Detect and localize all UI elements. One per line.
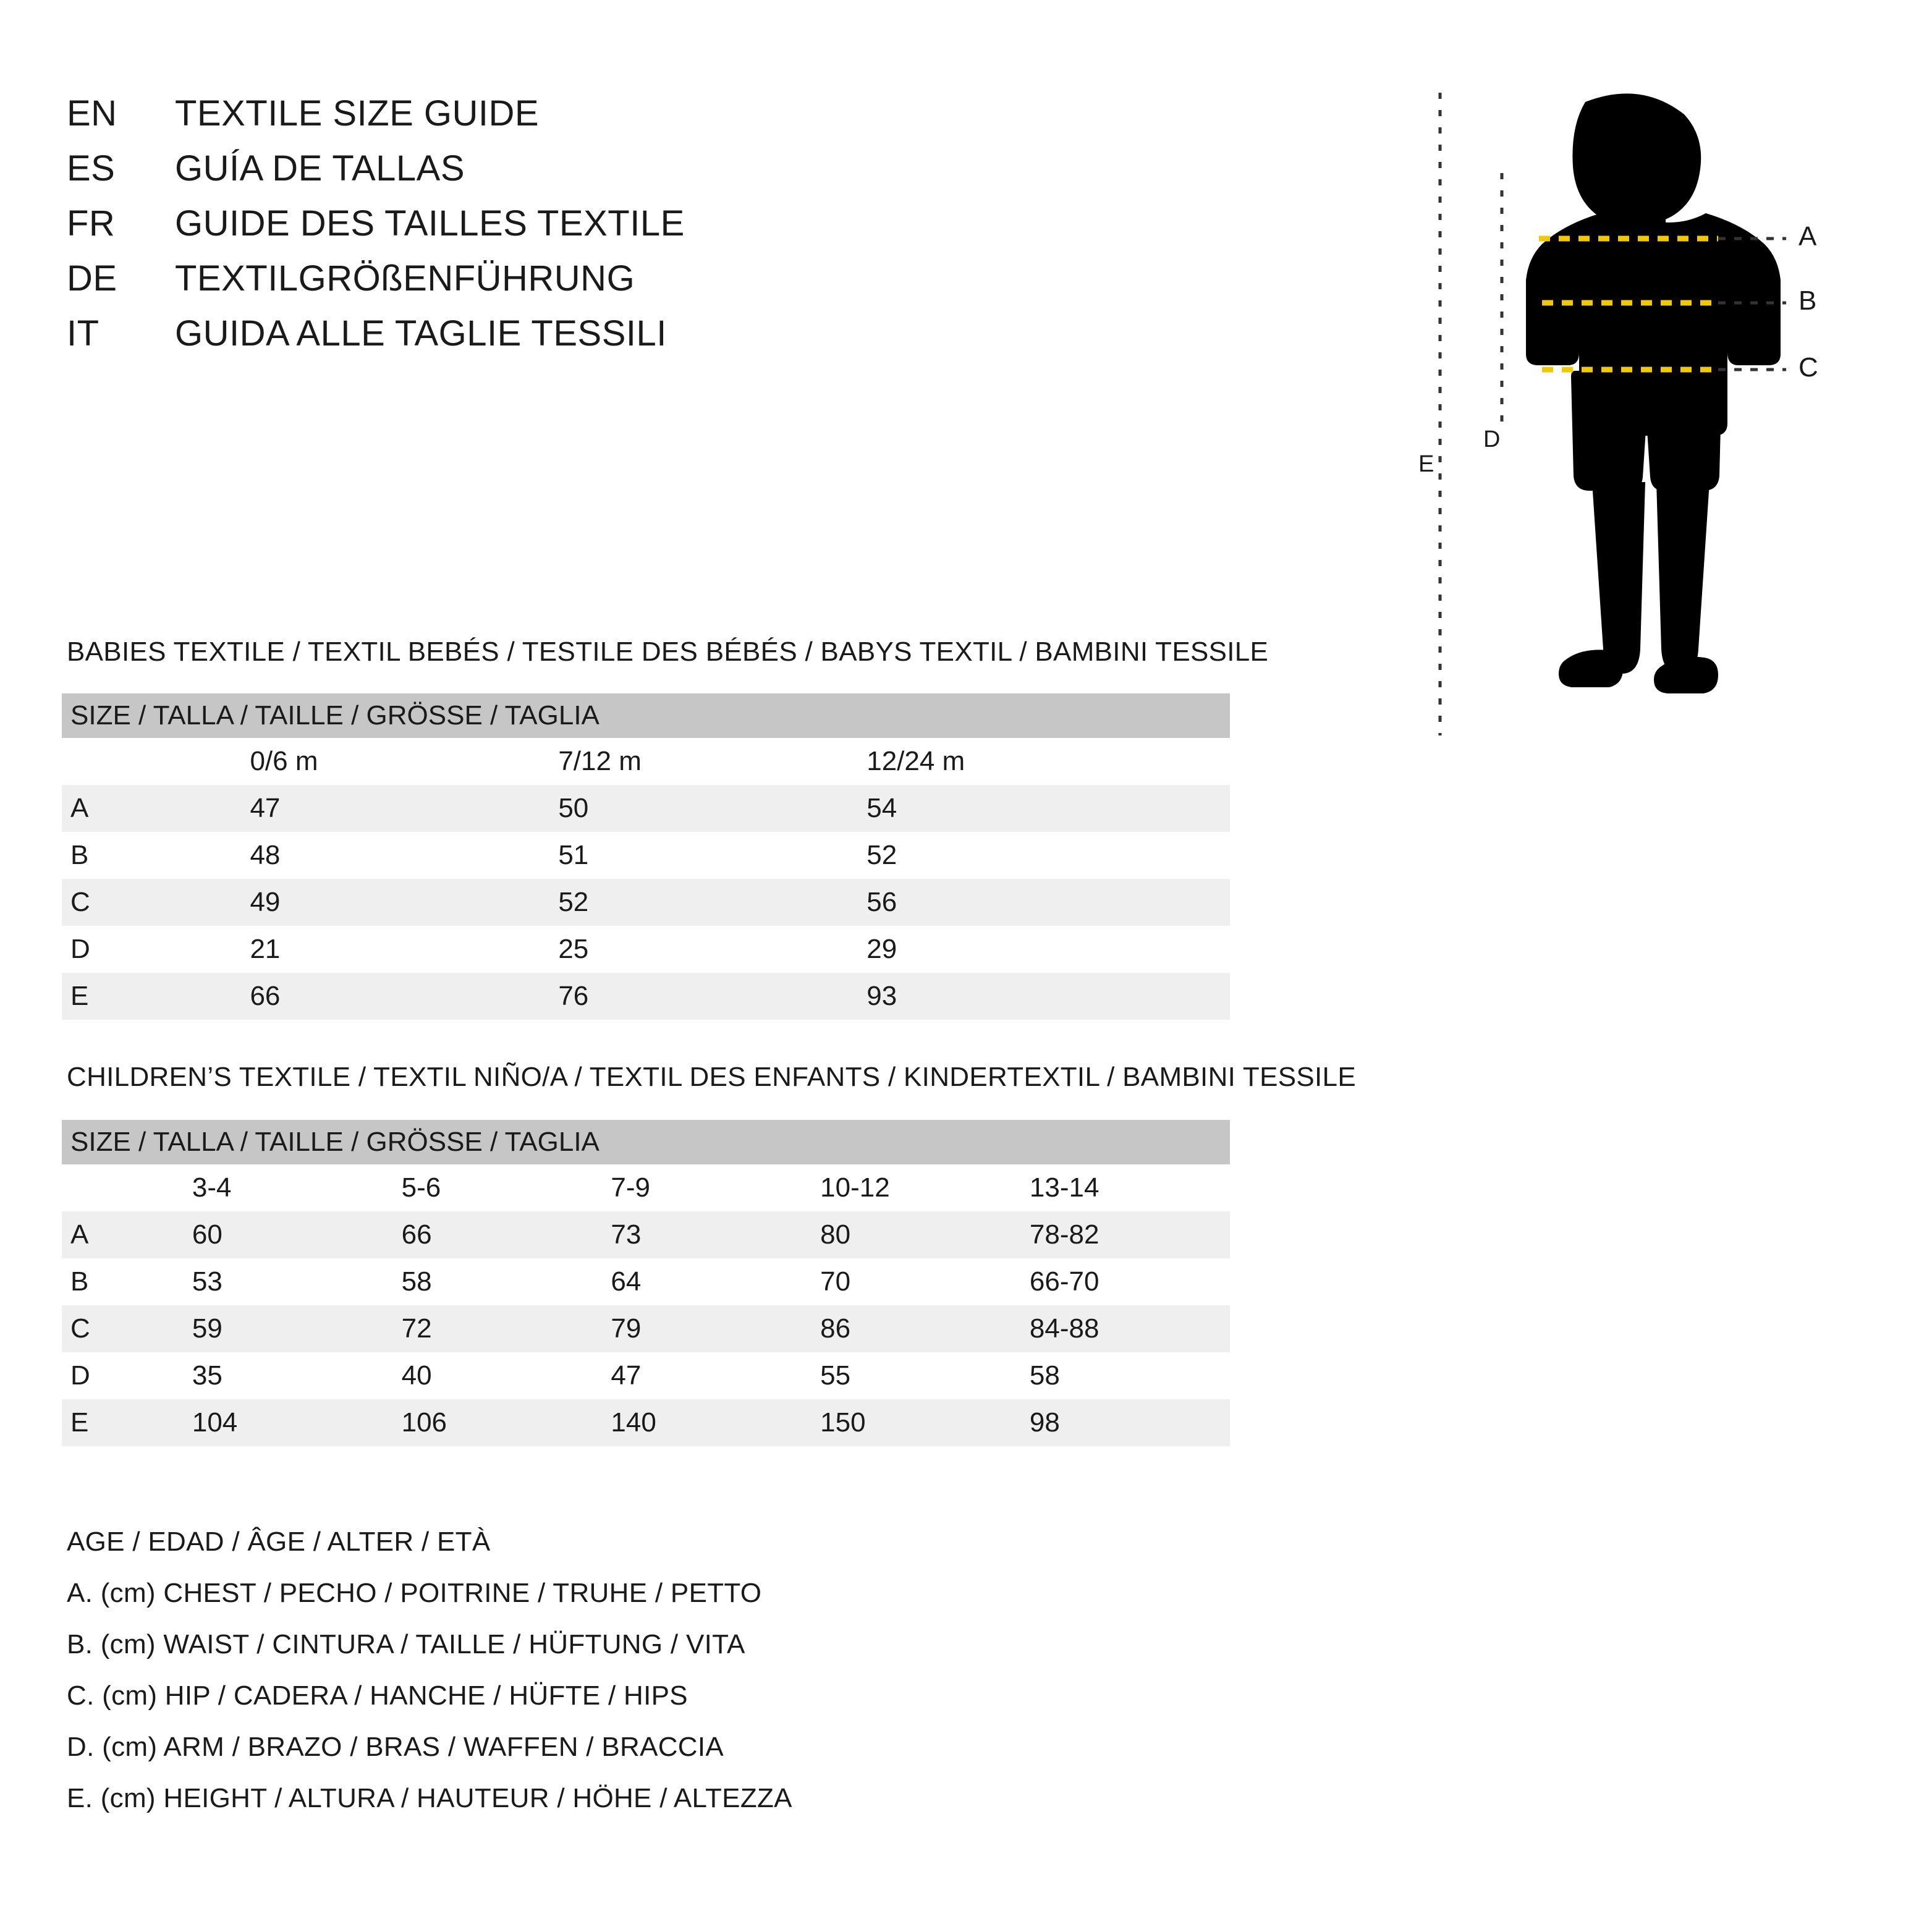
table-row: [62, 1399, 1230, 1446]
title-row-en: [67, 93, 1241, 134]
children-row-e-v4: 98: [1021, 1399, 1230, 1446]
babies-col-1: 7/12 m: [549, 738, 858, 785]
babies-row-e-pad: [1166, 973, 1230, 1020]
title-row-it: [67, 313, 1241, 354]
children-section-caption: CHILDREN’S TEXTILE / TEXTIL NIÑO/A / TEXTIL DES ENFANTS / KINDERTEXTIL / BAMBINI TESSILE: [67, 1062, 1356, 1092]
table-row: [62, 1258, 1230, 1305]
children-row-c-v2: 79: [602, 1305, 811, 1352]
babies-col-2: 12/24 m: [858, 738, 1166, 785]
table-row: [62, 1305, 1230, 1352]
table-row: [62, 926, 1230, 973]
children-row-d-v3: 55: [811, 1352, 1021, 1399]
children-row-a-v4: 78-82: [1021, 1211, 1230, 1258]
babies-row-d-pad: [1166, 926, 1230, 973]
children-col-3: 10-12: [811, 1164, 1021, 1211]
children-row-a-label: A: [62, 1211, 184, 1258]
babies-row-e-v2: 93: [858, 973, 1166, 1020]
children-row-a-v2: 73: [602, 1211, 811, 1258]
title-text-es: GUÍA DE TALLAS: [175, 148, 465, 189]
babies-table-columns-row: [62, 738, 1230, 785]
legend-line-waist: B. (cm) WAIST / CINTURA / TAILLE / HÜFTUNG / VITA: [67, 1629, 745, 1659]
children-row-b-v1: 58: [393, 1258, 603, 1305]
title-block: [67, 93, 1241, 368]
children-row-e-v0: 104: [184, 1399, 393, 1446]
children-row-d-v2: 47: [602, 1352, 811, 1399]
title-lang-fr: FR: [67, 203, 116, 244]
babies-row-c-pad: [1166, 879, 1230, 926]
babies-row-c-v1: 52: [549, 879, 858, 926]
babies-table-header: SIZE / TALLA / TAILLE / GRÖSSE / TAGLIA: [62, 693, 1230, 738]
babies-row-b-pad: [1166, 832, 1230, 879]
children-row-c-label: C: [62, 1305, 184, 1352]
children-row-b-v2: 64: [602, 1258, 811, 1305]
title-text-de: TEXTILGRÖßENFÜHRUNG: [175, 258, 635, 299]
measurement-legend: [67, 1527, 1426, 1834]
babies-row-a-pad: [1166, 785, 1230, 832]
title-text-fr: GUIDE DES TAILLES TEXTILE: [175, 203, 685, 244]
title-lang-de: DE: [67, 258, 117, 299]
babies-col-pad: [1166, 738, 1230, 785]
children-row-b-label: B: [62, 1258, 184, 1305]
children-row-b-v0: 53: [184, 1258, 393, 1305]
children-row-d-v0: 35: [184, 1352, 393, 1399]
legend-line-height: E. (cm) HEIGHT / ALTURA / HAUTEUR / HÖHE / ALTEZZA: [67, 1783, 792, 1813]
babies-row-b-v0: 48: [241, 832, 549, 879]
children-row-c-v0: 59: [184, 1305, 393, 1352]
legend-line-age: AGE / EDAD / ÂGE / ALTER / ETÀ: [67, 1527, 491, 1557]
babies-size-table: [62, 693, 1230, 1020]
babies-row-e-v1: 76: [549, 973, 858, 1020]
table-row: [62, 1211, 1230, 1258]
table-row: [62, 879, 1230, 926]
children-col-4: 13-14: [1021, 1164, 1230, 1211]
babies-col-0: 0/6 m: [241, 738, 549, 785]
children-row-e-label: E: [62, 1399, 184, 1446]
babies-row-b-v1: 51: [549, 832, 858, 879]
children-row-a-v3: 80: [811, 1211, 1021, 1258]
children-row-a-v1: 66: [393, 1211, 603, 1258]
babies-row-e-v0: 66: [241, 973, 549, 1020]
title-lang-it: IT: [67, 313, 100, 354]
babies-table-header-row: [62, 693, 1230, 738]
children-row-e-v2: 140: [602, 1399, 811, 1446]
table-row: [62, 785, 1230, 832]
babies-section-caption: BABIES TEXTILE / TEXTIL BEBÉS / TESTILE DES BÉBÉS / BABYS TEXTIL / BAMBINI TESSILE: [67, 637, 1269, 667]
title-text-it: GUIDA ALLE TAGLIE TESSILI: [175, 313, 667, 354]
children-col-1: 5-6: [393, 1164, 603, 1211]
babies-row-e-label: E: [62, 973, 241, 1020]
title-row-de: [67, 258, 1241, 299]
children-row-e-v1: 106: [393, 1399, 603, 1446]
legend-line-arm: D. (cm) ARM / BRAZO / BRAS / WAFFEN / BRACCIA: [67, 1732, 724, 1762]
children-col-corner: [62, 1164, 184, 1211]
children-size-table: [62, 1120, 1230, 1446]
legend-line-hip: C. (cm) HIP / CADERA / HANCHE / HÜFTE / HIPS: [67, 1680, 688, 1711]
babies-row-d-v1: 25: [549, 926, 858, 973]
children-col-0: 3-4: [184, 1164, 393, 1211]
child-silhouette: [1526, 93, 1781, 693]
children-row-e-v3: 150: [811, 1399, 1021, 1446]
children-col-2: 7-9: [602, 1164, 811, 1211]
children-row-a-v0: 60: [184, 1211, 393, 1258]
title-lang-en: EN: [67, 93, 117, 133]
figure-label-e: E: [1418, 451, 1434, 477]
babies-row-c-v0: 49: [241, 879, 549, 926]
figure-label-b: B: [1799, 286, 1817, 316]
title-row-es: [67, 148, 1241, 189]
babies-row-d-label: D: [62, 926, 241, 973]
children-row-d-v1: 40: [393, 1352, 603, 1399]
babies-row-c-v2: 56: [858, 879, 1166, 926]
children-row-c-v1: 72: [393, 1305, 603, 1352]
title-row-fr: [67, 203, 1241, 244]
figure-label-c: C: [1799, 352, 1818, 383]
children-row-b-v3: 70: [811, 1258, 1021, 1305]
babies-row-a-v0: 47: [241, 785, 549, 832]
babies-row-a-v1: 50: [549, 785, 858, 832]
figure-label-a: A: [1799, 221, 1817, 252]
table-row: [62, 1352, 1230, 1399]
children-row-c-v4: 84-88: [1021, 1305, 1230, 1352]
children-row-c-v3: 86: [811, 1305, 1021, 1352]
children-table-columns-row: [62, 1164, 1230, 1211]
babies-row-a-v2: 54: [858, 785, 1166, 832]
babies-col-corner: [62, 738, 241, 785]
children-row-d-v4: 58: [1021, 1352, 1230, 1399]
children-row-b-v4: 66-70: [1021, 1258, 1230, 1305]
title-lang-es: ES: [67, 148, 116, 189]
children-table-header: SIZE / TALLA / TAILLE / GRÖSSE / TAGLIA: [62, 1120, 1230, 1164]
title-text-en: TEXTILE SIZE GUIDE: [175, 93, 540, 133]
babies-row-c-label: C: [62, 879, 241, 926]
figure-label-d: D: [1483, 426, 1501, 452]
babies-row-b-v2: 52: [858, 832, 1166, 879]
babies-row-b-label: B: [62, 832, 241, 879]
table-row: [62, 832, 1230, 879]
children-table-header-row: [62, 1120, 1230, 1164]
legend-line-chest: A. (cm) CHEST / PECHO / POITRINE / TRUHE / PETTO: [67, 1578, 762, 1608]
babies-row-a-label: A: [62, 785, 241, 832]
children-row-d-label: D: [62, 1352, 184, 1399]
babies-row-d-v0: 21: [241, 926, 549, 973]
measurement-figure: [1415, 80, 1866, 773]
babies-row-d-v2: 29: [858, 926, 1166, 973]
table-row: [62, 973, 1230, 1020]
